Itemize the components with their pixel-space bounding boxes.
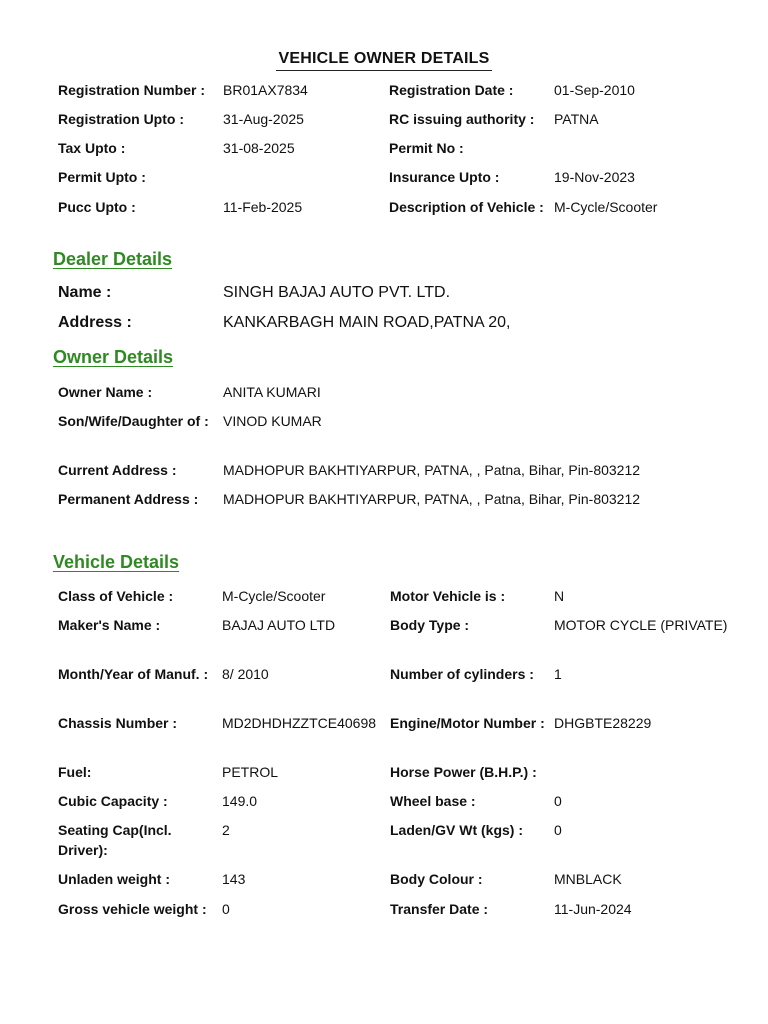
field-value: 0 (554, 822, 562, 838)
field-value: MADHOPUR BAKHTIYARPUR, PATNA, , Patna, Bihar, Pin-803212 (223, 462, 641, 478)
table-row (58, 382, 738, 411)
dealer-details-heading: Dealer Details (53, 249, 173, 269)
field-value: 149.0 (222, 793, 258, 809)
field-label: Cubic Capacity : (58, 793, 168, 809)
field-label: Permit No : (389, 140, 464, 156)
table-row (58, 197, 738, 217)
dealer-name-label: Name : (58, 284, 112, 301)
table-row (58, 664, 738, 713)
field-label: Number of cylinders : (390, 666, 534, 682)
field-value: 11-Feb-2025 (223, 199, 303, 215)
field-value (554, 138, 738, 167)
table-row (58, 411, 738, 460)
table-row (58, 283, 738, 313)
page-title-text: VEHICLE OWNER DETAILS (276, 50, 491, 71)
field-value: MADHOPUR BAKHTIYARPUR, PATNA, , Patna, Bihar, Pin-803212 (223, 491, 641, 507)
field-value: 0 (222, 901, 230, 917)
dealer-table (58, 283, 738, 333)
field-value: ANITA KUMARI (223, 384, 321, 400)
table-row (58, 869, 738, 899)
field-value: 01-Sep-2010 (554, 82, 635, 98)
field-label: Permanent Address : (58, 491, 199, 507)
field-value: MD2DHDHZZTCE40698 (222, 715, 377, 731)
field-value: 0 (554, 793, 562, 809)
field-label: Transfer Date : (390, 901, 489, 917)
field-value: 11-Jun-2024 (554, 901, 632, 917)
table-row (58, 820, 738, 869)
field-label: Wheel base : (390, 793, 476, 809)
field-label: Current Address : (58, 462, 177, 478)
table-row (58, 167, 738, 197)
field-value: 31-Aug-2025 (223, 111, 304, 127)
field-label: Tax Upto : (58, 140, 126, 156)
field-value: PATNA (554, 111, 599, 127)
field-label: Motor Vehicle is : (390, 588, 506, 604)
dealer-address-label: Address : (58, 314, 132, 331)
field-value: M-Cycle/Scooter (554, 199, 658, 215)
field-label: Gross vehicle weight : (58, 901, 207, 917)
table-row (58, 791, 738, 820)
field-label: Unladen weight : (58, 871, 170, 887)
field-label: Insurance Upto : (389, 169, 500, 185)
dealer-address-value: KANKARBAGH MAIN ROAD,PATNA 20, (223, 314, 511, 331)
field-label: Fuel: (58, 764, 92, 780)
field-value: 19-Nov-2023 (554, 169, 635, 185)
field-value: 2 (222, 822, 230, 838)
table-row (58, 489, 738, 509)
field-value: 143 (222, 871, 246, 887)
field-label: Month/Year of Manuf. : (58, 666, 209, 682)
registration-table (58, 80, 738, 217)
vehicle-details-heading: Vehicle Details (53, 552, 180, 572)
table-row (58, 762, 738, 791)
field-value: MNBLACK (554, 871, 622, 887)
table-row (58, 109, 738, 138)
field-label: Registration Date : (389, 82, 514, 98)
table-row (58, 460, 738, 489)
field-label: Permit Upto : (58, 169, 146, 185)
table-row (58, 713, 738, 762)
field-value: BR01AX7834 (223, 82, 308, 98)
field-value: DHGBTE28229 (554, 715, 652, 731)
table-row (58, 80, 738, 109)
field-label: RC issuing authority : (389, 111, 535, 127)
field-label: Body Colour : (390, 871, 483, 887)
dealer-name-value: SINGH BAJAJ AUTO PVT. LTD. (223, 284, 451, 301)
table-row (58, 313, 738, 333)
field-label: Horse Power (B.H.P.) : (390, 764, 537, 780)
field-label: Body Type : (390, 617, 470, 633)
field-label: Engine/Motor Number : (390, 715, 545, 731)
field-label: Laden/GV Wt (kgs) : (390, 822, 523, 838)
owner-details-heading: Owner Details (53, 347, 174, 367)
field-value: MOTOR CYCLE (PRIVATE) (554, 617, 728, 633)
page-title (0, 50, 768, 71)
field-label: Owner Name : (58, 384, 153, 400)
field-label: Son/Wife/Daughter of : (58, 413, 209, 429)
field-label: Registration Number : (58, 82, 206, 98)
field-label: Seating Cap(Incl. Driver): (58, 822, 172, 858)
field-value: 8/ 2010 (222, 666, 269, 682)
field-value (223, 167, 389, 197)
field-value: M-Cycle/Scooter (222, 588, 326, 604)
field-value: 1 (554, 666, 562, 682)
field-label: Registration Upto : (58, 111, 184, 127)
field-value: VINOD KUMAR (223, 413, 322, 429)
field-label: Chassis Number : (58, 715, 178, 731)
field-value (554, 762, 738, 791)
field-label: Description of Vehicle : (389, 199, 544, 215)
table-row (58, 586, 738, 615)
field-value: 31-08-2025 (223, 140, 295, 156)
table-row (58, 138, 738, 167)
table-row (58, 899, 738, 919)
field-value: BAJAJ AUTO LTD (222, 617, 336, 633)
owner-table (58, 382, 738, 509)
field-value: N (554, 588, 565, 604)
field-label: Maker's Name : (58, 617, 161, 633)
field-label: Class of Vehicle : (58, 588, 174, 604)
field-label: Pucc Upto : (58, 199, 136, 215)
vehicle-table (58, 586, 738, 919)
table-row (58, 615, 738, 664)
field-value: PETROL (222, 764, 279, 780)
